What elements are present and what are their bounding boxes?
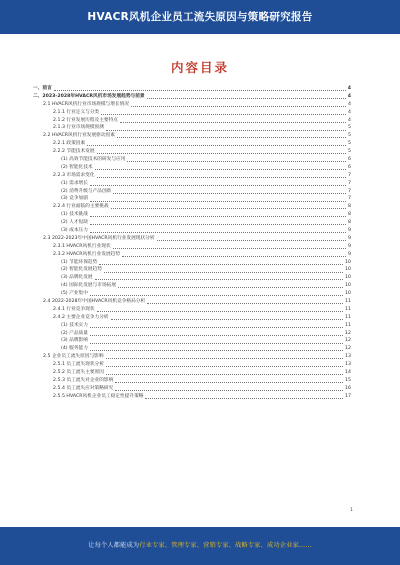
toc-entry[interactable] bbox=[33, 314, 351, 322]
toc-entry-page: 10 bbox=[345, 267, 351, 273]
footer-slogan-highlight: 行业专家、管理专家、营销专家、战略专家、成功企业家…… bbox=[139, 542, 312, 549]
toc-leader-dots bbox=[106, 373, 343, 375]
toc-entry-page: 7 bbox=[348, 172, 351, 178]
toc-entry[interactable] bbox=[33, 188, 351, 196]
toc-leader-dots bbox=[118, 286, 343, 288]
toc-entry-text: (3) 品牌化发展 bbox=[61, 275, 93, 281]
toc-entry-page: 11 bbox=[345, 314, 351, 320]
toc-leader-dots bbox=[97, 152, 346, 154]
toc-entry-text: (1) 需求增长 bbox=[61, 180, 88, 186]
toc-leader-dots bbox=[97, 176, 346, 178]
toc-entry-text: 2.5.2 员工流失主要原因 bbox=[53, 370, 104, 376]
toc-entry-page: 11 bbox=[345, 322, 351, 328]
toc-entry[interactable] bbox=[33, 164, 351, 172]
toc-entry-page: 9 bbox=[348, 235, 351, 241]
toc-entry-text: (4) 服务能力 bbox=[61, 346, 88, 352]
toc-leader-dots bbox=[95, 168, 346, 170]
toc-entry-page: 5 bbox=[348, 141, 351, 147]
toc-entry[interactable] bbox=[33, 117, 351, 125]
toc-entry-text: (2) 产品质量 bbox=[61, 330, 88, 336]
toc-leader-dots bbox=[90, 200, 346, 202]
toc-entry-text: (2) 智能化技术 bbox=[61, 164, 93, 170]
toc-entry-text: 2.5 企业员工流失原因与影响 bbox=[43, 354, 104, 360]
toc-entry-page: 14 bbox=[345, 370, 351, 376]
toc-leader-dots bbox=[90, 223, 346, 225]
table-of-contents bbox=[33, 85, 351, 401]
toc-entry-page: 6 bbox=[348, 157, 351, 162]
header-bar bbox=[0, 0, 400, 34]
toc-entry-text: (1) 节能环保趋势 bbox=[61, 259, 98, 265]
page-number: 1 bbox=[350, 508, 353, 513]
toc-entry[interactable] bbox=[33, 345, 351, 353]
toc-leader-dots bbox=[113, 192, 346, 194]
toc-entry-text: 2.5.1 员工流失现状分析 bbox=[53, 362, 104, 368]
toc-leader-dots bbox=[90, 326, 343, 328]
toc-entry[interactable] bbox=[33, 282, 351, 290]
toc-leader-dots bbox=[115, 389, 343, 391]
toc-entry-text: 2.2.3 市场需求变化 bbox=[53, 172, 95, 178]
toc-entry-text: (5) 产业集中 bbox=[61, 291, 88, 297]
toc-entry-text: 2.2.4 行业面临的主要挑战 bbox=[53, 204, 109, 210]
toc-entry[interactable] bbox=[33, 322, 351, 330]
toc-entry-page: 5 bbox=[348, 149, 351, 155]
toc-leader-dots bbox=[90, 215, 346, 217]
toc-leader-dots bbox=[97, 310, 343, 312]
toc-entry-page: 7 bbox=[348, 180, 351, 186]
toc-leader-dots bbox=[111, 207, 346, 209]
toc-entry-text: 2.4 2022-2028年中国HVACR风机竞争格局分析 bbox=[43, 299, 146, 305]
toc-leader-dots bbox=[106, 357, 344, 359]
toc-leader-dots bbox=[90, 349, 343, 351]
toc-heading: 内容目录 bbox=[170, 60, 229, 75]
toc-entry[interactable] bbox=[33, 243, 351, 251]
toc-leader-dots bbox=[147, 97, 346, 99]
toc-entry[interactable] bbox=[33, 385, 351, 393]
toc-leader-dots bbox=[117, 136, 346, 138]
toc-entry-page: 10 bbox=[345, 259, 351, 265]
toc-entry[interactable] bbox=[33, 361, 351, 369]
toc-entry[interactable] bbox=[33, 156, 351, 164]
toc-entry[interactable] bbox=[33, 101, 351, 109]
toc-entry-text: 2.3 2022-2023年中国HVACR风机行业发展现状分析 bbox=[43, 235, 155, 241]
toc-leader-dots bbox=[104, 271, 343, 273]
toc-entry[interactable] bbox=[33, 330, 351, 338]
toc-leader-dots bbox=[145, 397, 343, 399]
toc-entry-page: 8 bbox=[348, 204, 351, 210]
toc-entry-text: 2.3.2 HVACR风机行业发展趋势 bbox=[53, 251, 121, 257]
toc-leader-dots bbox=[157, 239, 346, 241]
toc-entry-page: 15 bbox=[345, 377, 351, 383]
toc-leader-dots bbox=[127, 160, 346, 162]
toc-entry-text: 2.2.1 政策因素 bbox=[53, 141, 86, 147]
toc-entry-text: (1) 技术实力 bbox=[61, 322, 88, 328]
toc-entry[interactable] bbox=[33, 219, 351, 227]
toc-entry-text: 2.1.1 行业定义与分类 bbox=[53, 109, 100, 115]
toc-entry-page: 17 bbox=[345, 393, 351, 399]
toc-entry[interactable] bbox=[33, 195, 351, 203]
toc-entry[interactable] bbox=[33, 259, 351, 267]
toc-entry-text: 二、2023-2028年HVACR风机市场发展趋势与前景 bbox=[33, 93, 145, 99]
toc-leader-dots bbox=[95, 278, 343, 280]
toc-leader-dots bbox=[90, 294, 343, 296]
toc-entry-page: 11 bbox=[345, 306, 351, 312]
toc-entry[interactable] bbox=[33, 266, 351, 274]
toc-entry[interactable] bbox=[33, 251, 351, 259]
toc-entry-text: (3) 成本压力 bbox=[61, 228, 88, 234]
toc-entry-text: 2.4.1 行业竞争现状 bbox=[53, 306, 95, 312]
toc-entry[interactable] bbox=[33, 338, 351, 346]
toc-entry[interactable] bbox=[33, 274, 351, 282]
toc-entry[interactable] bbox=[33, 235, 351, 243]
toc-leader-dots bbox=[120, 121, 346, 123]
toc-entry-text: (2) 智能化发展趋势 bbox=[61, 267, 102, 273]
toc-entry-page: 9 bbox=[348, 251, 351, 257]
toc-entry-text: (2) 消费升级与产品创新 bbox=[61, 188, 112, 194]
toc-entry-text: 2.5.3 员工流失对企业的影响 bbox=[53, 377, 114, 383]
toc-entry-text: (2) 人才短缺 bbox=[61, 220, 88, 226]
toc-entry-page: 7 bbox=[348, 196, 351, 202]
toc-entry-text: (1) 技术挑战 bbox=[61, 212, 88, 218]
toc-leader-dots bbox=[111, 318, 343, 320]
toc-entry[interactable] bbox=[33, 132, 351, 140]
toc-entry-text: 2.1 HVACR风机行业市场规模与增长情况 bbox=[43, 101, 129, 107]
toc-leader-dots bbox=[147, 302, 343, 304]
toc-leader-dots bbox=[90, 334, 343, 336]
footer-slogan bbox=[0, 540, 400, 549]
toc-entry-text: 2.5.4 员工流失应对策略研究 bbox=[53, 385, 114, 391]
toc-entry[interactable] bbox=[33, 290, 351, 298]
toc-entry-page: 13 bbox=[345, 354, 351, 360]
toc-leader-dots bbox=[54, 89, 346, 91]
toc-leader-dots bbox=[106, 365, 343, 367]
toc-entry-page: 9 bbox=[348, 228, 351, 234]
toc-entry-page: 16 bbox=[345, 385, 351, 391]
toc-entry-text: 2.5.5 HVACR风机企业员工稳定性提升策略 bbox=[53, 393, 144, 399]
toc-entry-page: 5 bbox=[348, 125, 351, 131]
toc-entry-text: (1) 高效节能技术的研发与应用 bbox=[61, 157, 126, 162]
report-title: HVACR风机企业员工流失原因与策略研究报告 bbox=[87, 11, 313, 23]
toc-entry[interactable] bbox=[33, 93, 351, 101]
toc-entry[interactable] bbox=[33, 211, 351, 219]
toc-entry-page: 4 bbox=[348, 117, 351, 123]
toc-entry-page: 10 bbox=[345, 291, 351, 297]
toc-entry[interactable] bbox=[33, 180, 351, 188]
footer-bar bbox=[0, 527, 400, 565]
toc-entry[interactable] bbox=[33, 140, 351, 148]
toc-entry-page: 4 bbox=[348, 101, 351, 107]
toc-entry[interactable] bbox=[33, 148, 351, 156]
toc-entry[interactable] bbox=[33, 203, 351, 211]
toc-entry-page: 10 bbox=[345, 283, 351, 289]
toc-leader-dots bbox=[90, 231, 346, 233]
toc-entry-page: 12 bbox=[345, 330, 351, 336]
toc-entry-page: 8 bbox=[348, 212, 351, 218]
toc-entry-page: 13 bbox=[345, 362, 351, 368]
toc-leader-dots bbox=[90, 342, 343, 344]
toc-entry-text: 2.1.3 行业市场规模预测 bbox=[53, 125, 104, 131]
toc-entry-text: 2.4.2 主要企业竞争力分析 bbox=[53, 314, 109, 320]
toc-entry-text: (3) 品牌影响 bbox=[61, 338, 88, 344]
toc-entry[interactable] bbox=[33, 369, 351, 377]
toc-entry-text: 一、前言 bbox=[33, 85, 52, 91]
toc-entry-page: 6 bbox=[348, 164, 351, 170]
toc-entry-page: 9 bbox=[348, 243, 351, 249]
toc-entry-page: 7 bbox=[348, 188, 351, 194]
toc-entry-text: 2.2.2 节能技术发展 bbox=[53, 149, 95, 155]
toc-entry[interactable] bbox=[33, 393, 351, 401]
toc-entry[interactable] bbox=[33, 124, 351, 132]
toc-entry[interactable] bbox=[33, 109, 351, 117]
toc-entry[interactable] bbox=[33, 298, 351, 306]
toc-entry-text: 2.2 HVACR风机行业发展驱动因素 bbox=[43, 133, 115, 139]
toc-entry-page: 12 bbox=[345, 338, 351, 344]
toc-leader-dots bbox=[113, 247, 346, 249]
toc-entry-page: 4 bbox=[348, 109, 351, 115]
toc-entry-text: 2.1.2 行业发展历程及主要特点 bbox=[53, 117, 118, 123]
toc-leader-dots bbox=[87, 144, 346, 146]
toc-entry-page: 10 bbox=[345, 275, 351, 281]
toc-entry[interactable] bbox=[33, 227, 351, 235]
toc-leader-dots bbox=[101, 113, 346, 115]
toc-entry-page: 11 bbox=[345, 299, 351, 305]
toc-entry-page: 4 bbox=[347, 93, 351, 99]
toc-entry-text: 2.3.1 HVACR风机行业现状 bbox=[53, 243, 111, 249]
toc-entry-text: (3) 竞争加剧 bbox=[61, 196, 88, 202]
toc-entry[interactable] bbox=[33, 85, 351, 93]
toc-leader-dots bbox=[90, 184, 346, 186]
toc-entry-page: 8 bbox=[348, 220, 351, 226]
toc-leader-dots bbox=[122, 255, 346, 257]
toc-entry-page: 5 bbox=[348, 133, 351, 139]
toc-entry-page: 4 bbox=[347, 85, 351, 91]
toc-leader-dots bbox=[99, 263, 343, 265]
toc-leader-dots bbox=[131, 105, 346, 107]
toc-entry[interactable] bbox=[33, 377, 351, 385]
footer-slogan-lead: 让每个人都能成为 bbox=[88, 542, 140, 549]
toc-entry[interactable] bbox=[33, 172, 351, 180]
toc-entry-text: (4) 国际化发展与市场拓展 bbox=[61, 283, 117, 289]
toc-entry-page: 12 bbox=[345, 346, 351, 352]
toc-entry[interactable] bbox=[33, 353, 351, 361]
toc-entry[interactable] bbox=[33, 306, 351, 314]
toc-leader-dots bbox=[115, 381, 343, 383]
toc-leader-dots bbox=[106, 129, 346, 131]
